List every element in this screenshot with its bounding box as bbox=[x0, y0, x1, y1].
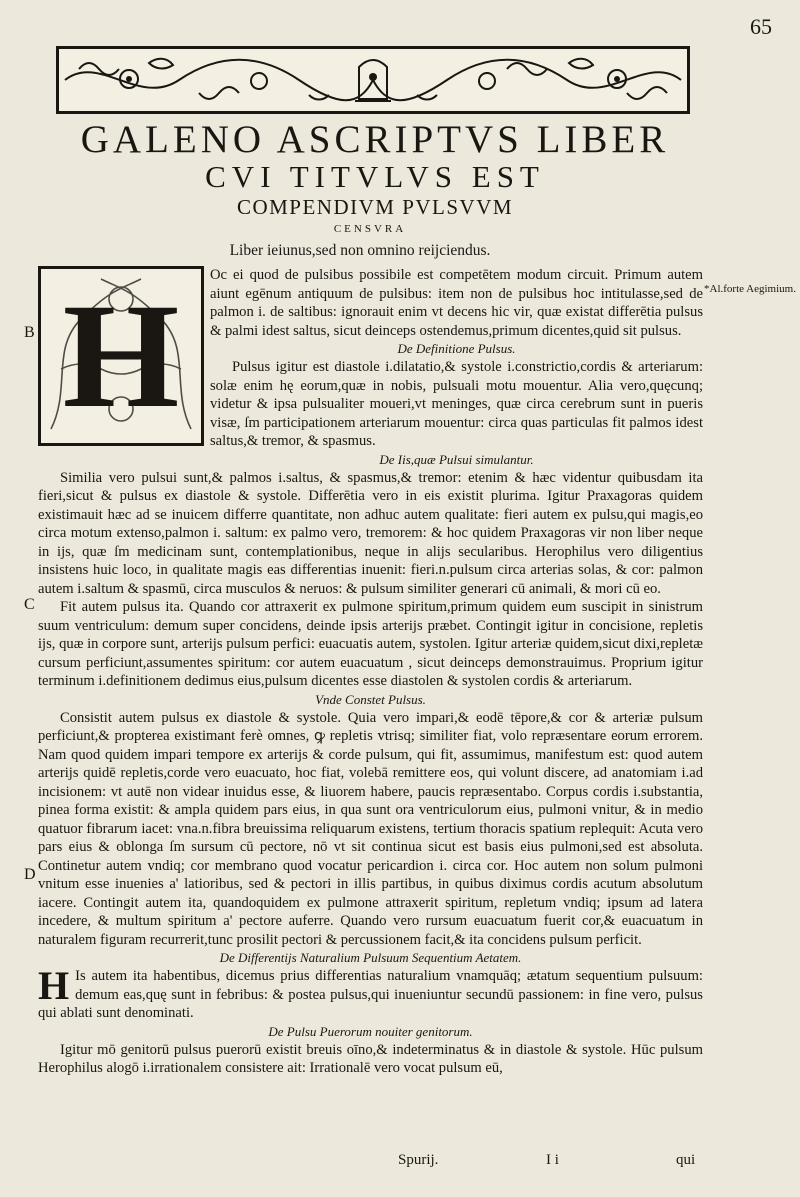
paragraph-7: Igitur mō genitorū pulsus puerorū existit breuis oīno,& indeterminatus & in diastole & systole. Hūc pulsum Herophilus alogō i.irrationalem consistere ait: Irrationalē vero vocat pulsum eū, bbox=[38, 1041, 703, 1076]
paragraph-2: Pulsus igitur est diastole i.dilatatio,& systole i.constrictio,cordis & arteriarum: solæ enim hę eorum,quæ in nobis, pulsuali motu mouentur. Alia vero,quęcunq; videtur & ipsa pulsualiter moueri,vt meninges, quæ circa cerebrum sunt in pueris visæ, ſm participationem arteriarum mouentur: circa quas particulas fit palmos idest saltus,& tremor, & spasmus. bbox=[210, 359, 703, 449]
paragraph-5: Consistit autem pulsus ex diastole & systole. Quia vero impari,& eodē tēpore,& cor & arteriæ pulsum perficiunt,& propterea existimant ferè omnes, ꝙ repletis vtrisq; similiter fiat, volo repræsentare eorum errorem. Nam quod quidem impari tempore ex arterijs & corde pulsum, qui fit, assumimus, manifestum est: quod autem arterijs quidē repletis,corde vero euacuato, hoc fiat, volebā remittere eos, qui volunt discere, ad anatomiam i.ad incisionem: vt autē non videar inuidus esse, & liuorem habere, paucis repræsentabo. Corpus cordis i.substantia, pinea forma existit: & ampla quidem pars eius, in qua sunt ora ventriculorum eius, pulmoni vnitur, & in medio quatuor fibrarum iacet: vna.n.fibra breuissima reliquarum existens, tertium thoracis spatium replequit: Acuta vero pars eius & oblonga ſm sursum cū pectore, nō vt sit continua sicut est basis eius pulmoni,sed est absoluta. Continetur autem vndiq; cor membrano quod vocatur pericardion i. circa cor. Hoc autem non solum pulmoni vnitum esse inuenies a' latioribus, sed & pectori in illis partibus, in quibus diximus cordis acutum absolutum iacere. Contingit autem ita, quandoquidem ex pulmone attraxerit spiritum, repletum vndiq; ipsum ad latera incedere, & multum spiritum a' pectore auferre. Quando vero rursum euacuatum fuerit cor,& euacuatum in naturalem figuram recurrerit,tunc prosilit pectori & percussionem facit,& ita concidens pulsum perficit. bbox=[38, 709, 703, 948]
section-heading-4: De Differentijs Naturalium Pulsuum Sequentium Aetatem. bbox=[219, 950, 522, 965]
margin-letter-b: B bbox=[24, 324, 35, 341]
margin-letter-c: C bbox=[24, 596, 35, 613]
paragraph-6-text: Is autem ita habentibus, dicemus prius differentias naturalium vnamquāq; ætatum sequentium pulsuum: demum eas,quę sunt in febribus: & postea pulsus,qui inueniuntur secundū passionem: in fine vero, pulsus qui ablati sunt denominati. bbox=[38, 968, 703, 1021]
margin-note: *Al.forte Aegimium. bbox=[704, 283, 796, 295]
page-number: 65 bbox=[750, 14, 772, 39]
section-heading-3: Vnde Constet Pulsus. bbox=[315, 691, 426, 707]
signature-mark: I i bbox=[546, 1152, 559, 1168]
headpiece-ornament-icon bbox=[59, 49, 687, 111]
title-line-1: GALENO ASCRIPTVS LIBER bbox=[80, 118, 670, 161]
ornamental-headpiece bbox=[56, 46, 690, 114]
paragraph-3: Similia vero pulsui sunt,& palmos i.saltus, & spasmus,& tremor: etenim & hæc videntur quibusdam ita fieri,sicut & pulsus ex diastole & systole. Differētia vero in eis existit plurima. Igitur Praxagoras quidem existimauit hæc ad se inuicem differre quantitate, non adhuc autem qualitate: fieri autem ex pulsu,qui magis,eo circa motum extenso,palmon i. saltum: ex palmo vero, tremorem: & hoc quidem Praxagoras vir non liber neque in ijs, quæ ſm medicinam sunt, contemplationibus, neque in alijs secularibus. Herophilus vero diligentius insistens huic loco, in qualitate magis eas differentias inuenit: fieri.n.pulsum circa arterias solas, & cor: palmon autem i.saltum & spasmū, circa musculos & neruos: & pulsum similiter generari cū animali, & mori cū eo. bbox=[38, 469, 703, 597]
signature: Spurij. bbox=[398, 1152, 439, 1168]
censura-text: Liber ieiunus,sed non omnino reijciendus. bbox=[229, 242, 491, 259]
small-initial: H bbox=[38, 963, 70, 1008]
section-heading-1: De Definitione Pulsus. bbox=[397, 341, 516, 356]
paragraph-6 bbox=[38, 963, 703, 1023]
initial-letter: H bbox=[62, 273, 180, 439]
paragraph-1: Oc ei quod de pulsibus possibile est competētem modum circuit. Primum autem aiunt egēnum antiquum de pulsibus: item non de pulsibus hoc intitulasse,sed de palmon i. de saltibus: ignorauit enim vt decens hic vir, quæ existat differētia pulsus & palmi idest saltus, sicut deinceps ostendemus,primum dicentes,quid sit pulsus. bbox=[210, 267, 703, 339]
margin-letter-d: D bbox=[24, 866, 36, 883]
section-heading-2: De Iis,quæ Pulsui simulantur. bbox=[379, 451, 534, 467]
section-heading-5: De Pulsu Puerorum nouiter genitorum. bbox=[268, 1023, 473, 1039]
title-line-3: COMPENDIVM PVLSVVM bbox=[236, 195, 514, 219]
title-line-2: CVI TITVLVS EST bbox=[205, 159, 545, 194]
paragraph-4: Fit autem pulsus ita. Quando cor attraxerit ex pulmone spiritum,primum quidem eum suscipit in sinistrum suum ventriculum: demum super concidens, deinde ipsis arterijs præbet. Contingit igitur in concisione, repletis ijs, quæ in corpore sunt, arterijs pulsum perfici: euacuatis autem, systolen. Igitur arteriæ quidem,sicut dixi,repletæ cursum perficiunt,assumentes spiritum: cor autem euacuatum , sicut deinceps demonstrauimus. Proprium igitur terminum i.definitionem dedimus eius,pulsum dicentes esse diastolen & systolen cordis & arteriarum. bbox=[38, 599, 703, 689]
censura-label: CENSVRA bbox=[333, 223, 407, 235]
catchword: qui bbox=[676, 1152, 696, 1168]
decorated-initial bbox=[38, 266, 204, 446]
